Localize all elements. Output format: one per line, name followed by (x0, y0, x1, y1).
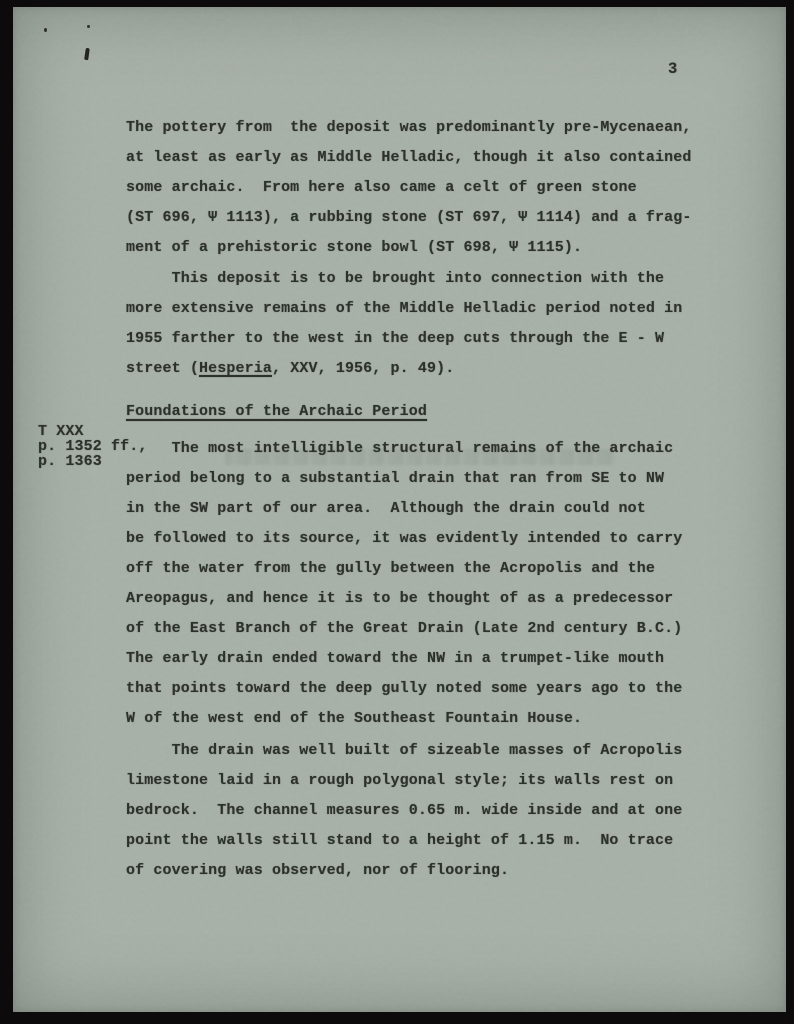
section-heading-text: Foundations of the Archaic Period (126, 403, 428, 420)
paragraph-archaic-drain (126, 434, 682, 734)
text-line: T XXX (38, 423, 84, 440)
paragraph-pottery-deposit (126, 113, 692, 263)
text-line: bedrock. The channel measures 0.65 m. wide inside and at one (126, 802, 683, 819)
text-line: ment of a prehistoric stone bowl (ST 698, Ψ 1115). (126, 239, 583, 256)
text-line: limestone laid in a rough polygonal style; its walls rest on (126, 772, 674, 789)
text-line: The most intelligible structural remains of the archaic (126, 440, 674, 457)
text-line: 1955 farther to the west in the deep cuts through the E - W (126, 330, 665, 347)
dust-speck (87, 25, 90, 28)
text-line: in the SW part of our area. Although the drain could not (126, 500, 646, 517)
text-line: at least as early as Middle Helladic, though it also contained (126, 149, 692, 166)
text-line: period belong to a substantial drain that ran from SE to NW (126, 470, 665, 487)
dust-speck (44, 28, 47, 32)
text-line: of the East Branch of the Great Drain (Late 2nd century B.C.) (126, 620, 683, 637)
text-line: p. 1352 ff., (38, 438, 148, 456)
text-line: off the water from the gully between the Acropolis and the (126, 560, 656, 577)
text-line: p. 1363 (38, 453, 102, 471)
text-line: Areopagus, and hence it is to be thought of as a predecessor (126, 590, 674, 607)
text-line: that points toward the deep gully noted some years ago to the (126, 680, 683, 697)
text-line: more extensive remains of the Middle Helladic period noted in (126, 300, 683, 317)
text-line: be followed to its source, it was evidently intended to carry (126, 530, 683, 547)
text-line: The drain was well built of sizeable masses of Acropolis (126, 742, 683, 759)
text-line: W of the west end of the Southeast Fountain House. (126, 710, 583, 727)
text-line: point the walls still stand to a height of 1.15 m. No trace (126, 832, 674, 849)
text-line: street (Hesperia, XXV, 1956, p. 49). (126, 360, 455, 377)
text-line: This deposit is to be brought into connection with the (126, 270, 665, 287)
text-line: (ST 696, Ψ 1113), a rubbing stone (ST 697, Ψ 1114) and a frag- (126, 209, 692, 226)
text-line: The pottery from the deposit was predominantly pre-Mycenaean, (126, 119, 692, 136)
page-number: 3 (668, 60, 678, 78)
text-line: The early drain ended toward the NW in a trumpet-like mouth (126, 650, 665, 667)
section-heading (126, 401, 427, 423)
text-line: some archaic. From here also came a celt of green stone (126, 179, 637, 196)
text-line: of covering was observed, nor of flooring. (126, 862, 510, 879)
paragraph-drain-construction (126, 736, 682, 886)
paragraph-middle-helladic (126, 264, 682, 384)
